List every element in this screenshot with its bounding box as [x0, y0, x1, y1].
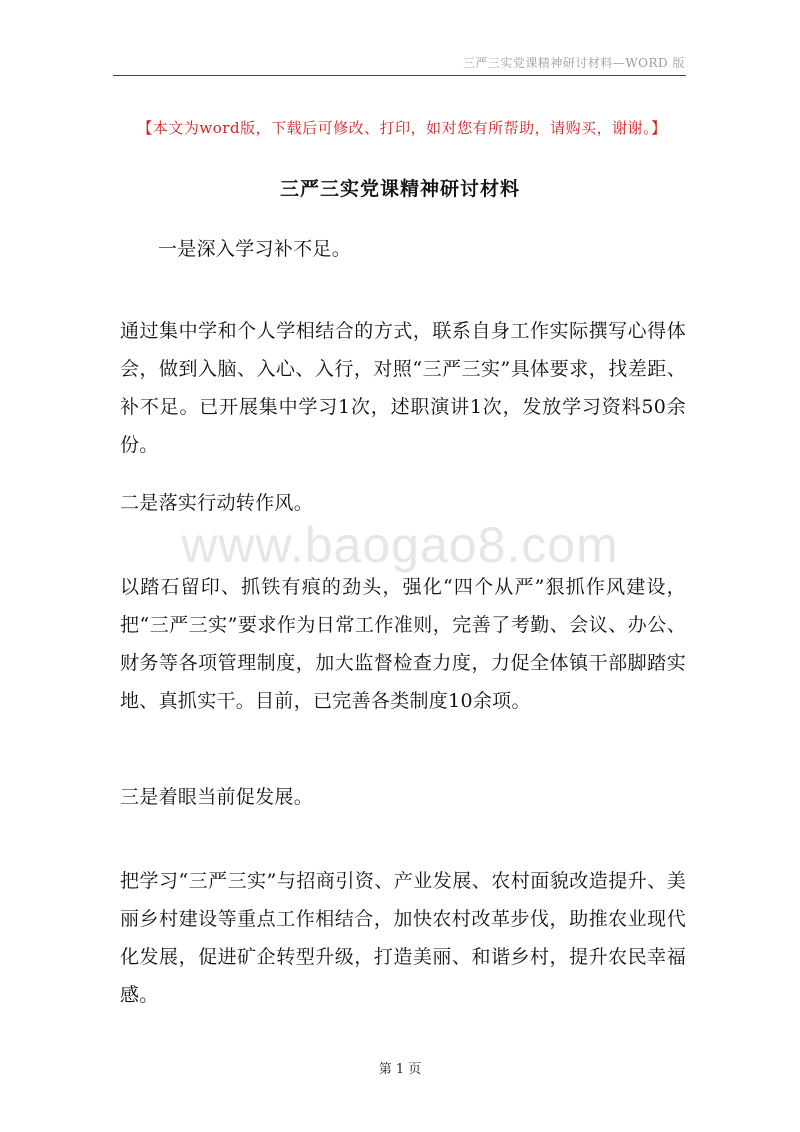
page-number: 第 1 页	[378, 1062, 422, 1077]
section-body-2: 以踏石留印、抓铁有痕的劲头，强化“四个从严”狠抓作风建设，把“三严三实”要求作为日常工作准则，完善了考勤、会议、办公、财务等各项管理制度，加大监督检查力度，力促全体镇干部脚踏实地、真抓实干。目前，已完善各类制度10余项。	[120, 576, 686, 712]
download-notice: 【本文为word版，下载后可修改、打印，如对您有所帮助，请购买，谢谢。】	[137, 119, 667, 137]
document-title: 三严三实党课精神研讨材料	[279, 178, 520, 200]
header-rule	[113, 75, 686, 76]
section-body-1: 通过集中学和个人学相结合的方式，联系自身工作实际撰写心得体会，做到入脑、入心、入行，对照“三严三实”具体要求，找差距、补不足。已开展集中学习1次，述职演讲1次，发放学习资料50余份。	[120, 320, 686, 456]
running-header: 三严三实党课精神研讨材料—WORD 版	[462, 56, 685, 70]
section-heading-2: 二是落实行动转作风。	[120, 492, 314, 514]
watermark: www.baogao8.com	[181, 517, 619, 573]
section-heading-3: 三是着眼当前促发展。	[120, 786, 314, 808]
section-heading-1: 一是深入学习补不足。	[158, 238, 352, 260]
section-body-3: 把学习“三严三实”与招商引资、产业发展、农村面貌改造提升、美丽乡村建设等重点工作相结合，加快农村改革步伐，助推农业现代化发展，促进矿企转型升级，打造美丽、和谐乡村，提升农民幸福感。	[120, 870, 686, 1006]
